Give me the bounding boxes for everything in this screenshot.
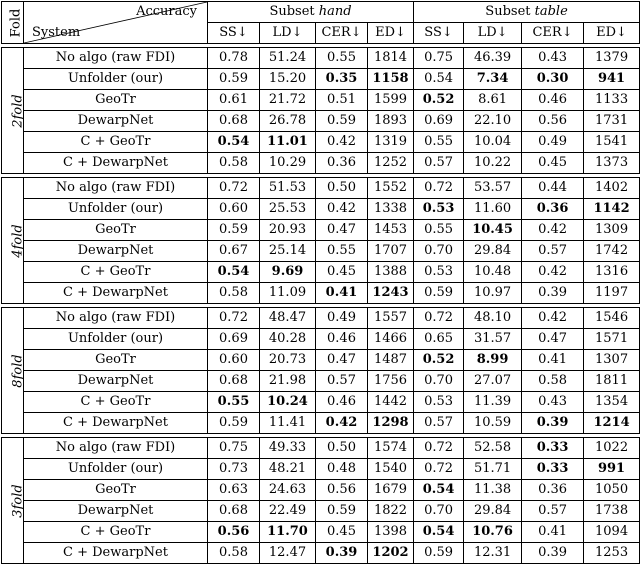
table-row [2,241,640,262]
metric-value-cell: 0.59 [208,69,260,90]
metric-value-cell: 0.68 [208,501,260,522]
fold-cell [2,438,24,564]
system-name-cell: C + GeoTr [24,522,208,543]
metric-header: CER↓ [316,23,368,44]
results-table [1,1,640,564]
metric-value-cell: 0.53 [414,199,464,220]
metric-value-cell: 48.47 [260,308,316,329]
metric-value-cell: 0.39 [522,283,584,304]
metric-value-cell: 0.69 [414,111,464,132]
metric-value-cell: 0.67 [208,241,260,262]
metric-value-cell: 0.46 [316,392,368,413]
metric-value-cell: 1214 [584,413,640,434]
metric-value-cell: 1742 [584,241,640,262]
metric-value-cell: 1557 [368,308,414,329]
metric-value-cell: 1679 [368,480,414,501]
metric-value-cell: 1243 [368,283,414,304]
metric-value-cell: 0.41 [522,522,584,543]
metric-value-cell: 0.33 [522,459,584,480]
metric-value-cell: 11.39 [464,392,522,413]
metric-value-cell: 0.36 [316,153,368,174]
metric-value-cell: 1574 [368,438,414,459]
fold-header [2,2,24,44]
metric-value-cell: 25.53 [260,199,316,220]
metric-value-cell: 0.59 [414,543,464,564]
metric-value-cell: 27.07 [464,371,522,392]
metric-value-cell: 1298 [368,413,414,434]
metric-value-cell: 0.57 [316,371,368,392]
system-name-cell: DewarpNet [24,111,208,132]
metric-value-cell: 29.84 [464,501,522,522]
metric-value-cell: 0.56 [208,522,260,543]
metric-value-cell: 1402 [584,178,640,199]
metric-value-cell: 0.72 [208,308,260,329]
system-name-cell: Unfolder (our) [24,69,208,90]
metric-value-cell: 0.42 [316,413,368,434]
metric-value-cell: 15.20 [260,69,316,90]
metric-value-cell: 0.54 [208,262,260,283]
subset-hand-header [208,2,414,23]
metric-value-cell: 0.60 [208,199,260,220]
metric-value-cell: 48.10 [464,308,522,329]
metric-value-cell: 0.59 [208,220,260,241]
metric-value-cell: 0.46 [522,90,584,111]
metric-value-cell: 0.57 [522,241,584,262]
metric-value-cell: 0.50 [316,438,368,459]
metric-value-cell: 10.45 [464,220,522,241]
system-name-cell: Unfolder (our) [24,199,208,220]
fold-label: 4fold [10,223,26,258]
metric-value-cell: 51.24 [260,48,316,69]
metric-value-cell: 1822 [368,501,414,522]
metric-value-cell: 0.59 [208,413,260,434]
metric-header: LD↓ [260,23,316,44]
metric-value-cell: 0.50 [316,178,368,199]
table-row [2,350,640,371]
metric-value-cell: 49.33 [260,438,316,459]
metric-value-cell: 1202 [368,543,414,564]
metric-value-cell: 1466 [368,329,414,350]
metric-value-cell: 1738 [584,501,640,522]
metric-value-cell: 0.42 [522,262,584,283]
metric-value-cell: 11.38 [464,480,522,501]
metric-value-cell: 0.30 [522,69,584,90]
metric-value-cell: 10.04 [464,132,522,153]
system-name-cell: C + DewarpNet [24,283,208,304]
metric-value-cell: 0.58 [208,283,260,304]
table-row [2,501,640,522]
metric-value-cell: 991 [584,459,640,480]
system-name-cell: No algo (raw FDI) [24,308,208,329]
metric-value-cell: 7.34 [464,69,522,90]
system-name-cell: No algo (raw FDI) [24,48,208,69]
metric-value-cell: 11.70 [260,522,316,543]
system-name-cell: No algo (raw FDI) [24,438,208,459]
table-row [2,262,640,283]
metric-value-cell: 0.54 [414,522,464,543]
table-row [2,132,640,153]
metric-header: LD↓ [464,23,522,44]
metric-value-cell: 51.53 [260,178,316,199]
metric-value-cell: 0.46 [316,329,368,350]
system-name-cell: C + DewarpNet [24,153,208,174]
metric-value-cell: 26.78 [260,111,316,132]
table-row [2,48,640,69]
metric-value-cell: 24.63 [260,480,316,501]
system-label: System [32,25,81,40]
table-row [2,438,640,459]
metric-value-cell: 0.72 [208,178,260,199]
system-name-cell: GeoTr [24,220,208,241]
metric-value-cell: 1142 [584,199,640,220]
accuracy-label: Accuracy [136,4,197,19]
table-row [2,371,640,392]
fold-cell [2,48,24,174]
metric-value-cell: 0.42 [316,132,368,153]
metric-value-cell: 0.45 [316,262,368,283]
metric-value-cell: 0.47 [316,220,368,241]
metric-value-cell: 0.47 [316,350,368,371]
metric-value-cell: 0.75 [414,48,464,69]
metric-value-cell: 0.43 [522,392,584,413]
metric-value-cell: 0.45 [522,153,584,174]
metric-value-cell: 22.10 [464,111,522,132]
table-row [2,392,640,413]
table-row [2,283,640,304]
metric-value-cell: 11.09 [260,283,316,304]
metric-value-cell: 25.14 [260,241,316,262]
metric-value-cell: 1050 [584,480,640,501]
metric-value-cell: 8.99 [464,350,522,371]
table-row [2,459,640,480]
metric-value-cell: 10.97 [464,283,522,304]
table-row [2,413,640,434]
metric-value-cell: 1552 [368,178,414,199]
metric-value-cell: 0.72 [414,178,464,199]
metric-value-cell: 12.47 [260,543,316,564]
metric-value-cell: 20.73 [260,350,316,371]
table-row [2,480,640,501]
metric-value-cell: 0.57 [414,153,464,174]
metric-value-cell: 0.41 [522,350,584,371]
metric-value-cell: 0.52 [414,350,464,371]
metric-value-cell: 1379 [584,48,640,69]
table-row [2,329,640,350]
metric-value-cell: 0.55 [414,132,464,153]
table-row [2,199,640,220]
system-name-cell: C + GeoTr [24,392,208,413]
fold-header-label: Fold [8,8,24,37]
metric-value-cell: 0.68 [208,111,260,132]
metric-value-cell: 10.48 [464,262,522,283]
subset-hand-prefix: Subset [269,4,315,19]
metric-value-cell: 0.70 [414,371,464,392]
metric-value-cell: 0.52 [414,90,464,111]
metric-value-cell: 0.54 [414,480,464,501]
metric-value-cell: 1316 [584,262,640,283]
system-name-cell: C + GeoTr [24,132,208,153]
metric-value-cell: 1756 [368,371,414,392]
metric-value-cell: 1197 [584,283,640,304]
fold-label: 8fold [10,353,26,388]
subset-hand-name: hand [318,4,352,19]
metric-value-cell: 0.53 [414,392,464,413]
metric-value-cell: 1398 [368,522,414,543]
metric-value-cell: 0.55 [208,392,260,413]
metric-value-cell: 0.61 [208,90,260,111]
metric-value-cell: 21.72 [260,90,316,111]
metric-value-cell: 1811 [584,371,640,392]
metric-value-cell: 1707 [368,241,414,262]
table-row [2,178,640,199]
metric-value-cell: 21.98 [260,371,316,392]
metric-value-cell: 31.57 [464,329,522,350]
metric-value-cell: 0.72 [414,459,464,480]
system-name-cell: GeoTr [24,480,208,501]
metric-value-cell: 51.71 [464,459,522,480]
metric-value-cell: 12.31 [464,543,522,564]
metric-value-cell: 1373 [584,153,640,174]
metric-value-cell: 1442 [368,392,414,413]
metric-value-cell: 0.35 [316,69,368,90]
metric-value-cell: 0.48 [316,459,368,480]
metric-value-cell: 1354 [584,392,640,413]
metric-value-cell: 0.75 [208,438,260,459]
metric-value-cell: 1158 [368,69,414,90]
metric-value-cell: 8.61 [464,90,522,111]
metric-value-cell: 0.47 [522,329,584,350]
fold-cell [2,178,24,304]
metric-value-cell: 29.84 [464,241,522,262]
metric-value-cell: 0.57 [414,413,464,434]
metric-value-cell: 0.53 [414,262,464,283]
metric-value-cell: 10.76 [464,522,522,543]
metric-value-cell: 1338 [368,199,414,220]
system-name-cell: Unfolder (our) [24,329,208,350]
metric-value-cell: 0.39 [316,543,368,564]
table-row [2,522,640,543]
metric-value-cell: 40.28 [260,329,316,350]
header-row-1 [2,2,640,23]
metric-value-cell: 0.69 [208,329,260,350]
metric-value-cell: 0.58 [208,153,260,174]
metric-value-cell: 0.58 [522,371,584,392]
metric-value-cell: 10.59 [464,413,522,434]
metric-value-cell: 10.29 [260,153,316,174]
metric-value-cell: 0.45 [316,522,368,543]
metric-value-cell: 1893 [368,111,414,132]
metric-value-cell: 0.56 [522,111,584,132]
metric-value-cell: 1814 [368,48,414,69]
metric-value-cell: 0.42 [522,308,584,329]
metric-value-cell: 0.41 [316,283,368,304]
system-name-cell: GeoTr [24,350,208,371]
metric-value-cell: 0.55 [316,48,368,69]
metric-value-cell: 0.60 [208,350,260,371]
metric-value-cell: 1540 [368,459,414,480]
metric-value-cell: 0.72 [414,308,464,329]
metric-value-cell: 0.73 [208,459,260,480]
metric-value-cell: 1388 [368,262,414,283]
metric-value-cell: 11.41 [260,413,316,434]
metric-value-cell: 0.57 [522,501,584,522]
metric-value-cell: 0.54 [208,132,260,153]
metric-header: SS↓ [414,23,464,44]
metric-value-cell: 0.55 [414,220,464,241]
metric-header: SS↓ [208,23,260,44]
metric-value-cell: 0.36 [522,480,584,501]
metric-header: CER↓ [522,23,584,44]
metric-value-cell: 0.55 [316,241,368,262]
metric-value-cell: 0.51 [316,90,368,111]
metric-value-cell: 20.93 [260,220,316,241]
metric-value-cell: 0.58 [208,543,260,564]
metric-value-cell: 1252 [368,153,414,174]
system-name-cell: DewarpNet [24,501,208,522]
metric-value-cell: 1541 [584,132,640,153]
metric-value-cell: 1731 [584,111,640,132]
system-name-cell: DewarpNet [24,371,208,392]
metric-value-cell: 11.01 [260,132,316,153]
system-name-cell: C + DewarpNet [24,543,208,564]
metric-value-cell: 941 [584,69,640,90]
metric-header: ED↓ [368,23,414,44]
metric-value-cell: 10.22 [464,153,522,174]
metric-value-cell: 0.59 [414,283,464,304]
metric-value-cell: 22.49 [260,501,316,522]
metric-value-cell: 0.70 [414,501,464,522]
system-name-cell: DewarpNet [24,241,208,262]
subset-table-prefix: Subset [485,4,531,19]
metric-value-cell: 10.24 [260,392,316,413]
metric-value-cell: 0.63 [208,480,260,501]
system-name-cell: Unfolder (our) [24,459,208,480]
table-row [2,90,640,111]
metric-value-cell: 0.65 [414,329,464,350]
fold-label: 2fold [10,93,26,128]
metric-value-cell: 0.54 [414,69,464,90]
metric-value-cell: 1253 [584,543,640,564]
subset-table-name: table [534,4,568,19]
fold-cell [2,308,24,434]
metric-value-cell: 1307 [584,350,640,371]
system-name-cell: GeoTr [24,90,208,111]
table-row [2,308,640,329]
metric-value-cell: 0.36 [522,199,584,220]
metric-value-cell: 0.39 [522,413,584,434]
metric-value-cell: 0.44 [522,178,584,199]
metric-value-cell: 1546 [584,308,640,329]
system-name-cell: C + GeoTr [24,262,208,283]
metric-value-cell: 1571 [584,329,640,350]
table-row [2,111,640,132]
metric-value-cell: 0.42 [316,199,368,220]
metric-value-cell: 1487 [368,350,414,371]
metric-value-cell: 1094 [584,522,640,543]
metric-value-cell: 1453 [368,220,414,241]
metric-value-cell: 1319 [368,132,414,153]
table-row [2,69,640,90]
metric-value-cell: 0.49 [316,308,368,329]
metric-value-cell: 1599 [368,90,414,111]
table-row [2,153,640,174]
metric-value-cell: 0.39 [522,543,584,564]
subset-table-header [414,2,640,23]
system-name-cell: C + DewarpNet [24,413,208,434]
metric-value-cell: 1309 [584,220,640,241]
metric-value-cell: 0.68 [208,371,260,392]
metric-value-cell: 0.56 [316,480,368,501]
metric-header: ED↓ [584,23,640,44]
accuracy-system-header [24,2,208,44]
metric-value-cell: 0.70 [414,241,464,262]
metric-value-cell: 46.39 [464,48,522,69]
system-name-cell: No algo (raw FDI) [24,178,208,199]
metric-value-cell: 11.60 [464,199,522,220]
metric-value-cell: 52.58 [464,438,522,459]
metric-value-cell: 0.49 [522,132,584,153]
table-row [2,220,640,241]
metric-value-cell: 48.21 [260,459,316,480]
table-row [2,543,640,564]
fold-label: 3fold [10,483,26,518]
metric-value-cell: 1133 [584,90,640,111]
metric-value-cell: 0.33 [522,438,584,459]
metric-value-cell: 0.78 [208,48,260,69]
metric-value-cell: 0.59 [316,501,368,522]
metric-value-cell: 0.72 [414,438,464,459]
metric-value-cell: 9.69 [260,262,316,283]
metric-value-cell: 1022 [584,438,640,459]
metric-value-cell: 0.43 [522,48,584,69]
metric-value-cell: 0.59 [316,111,368,132]
metric-value-cell: 0.42 [522,220,584,241]
metric-value-cell: 53.57 [464,178,522,199]
